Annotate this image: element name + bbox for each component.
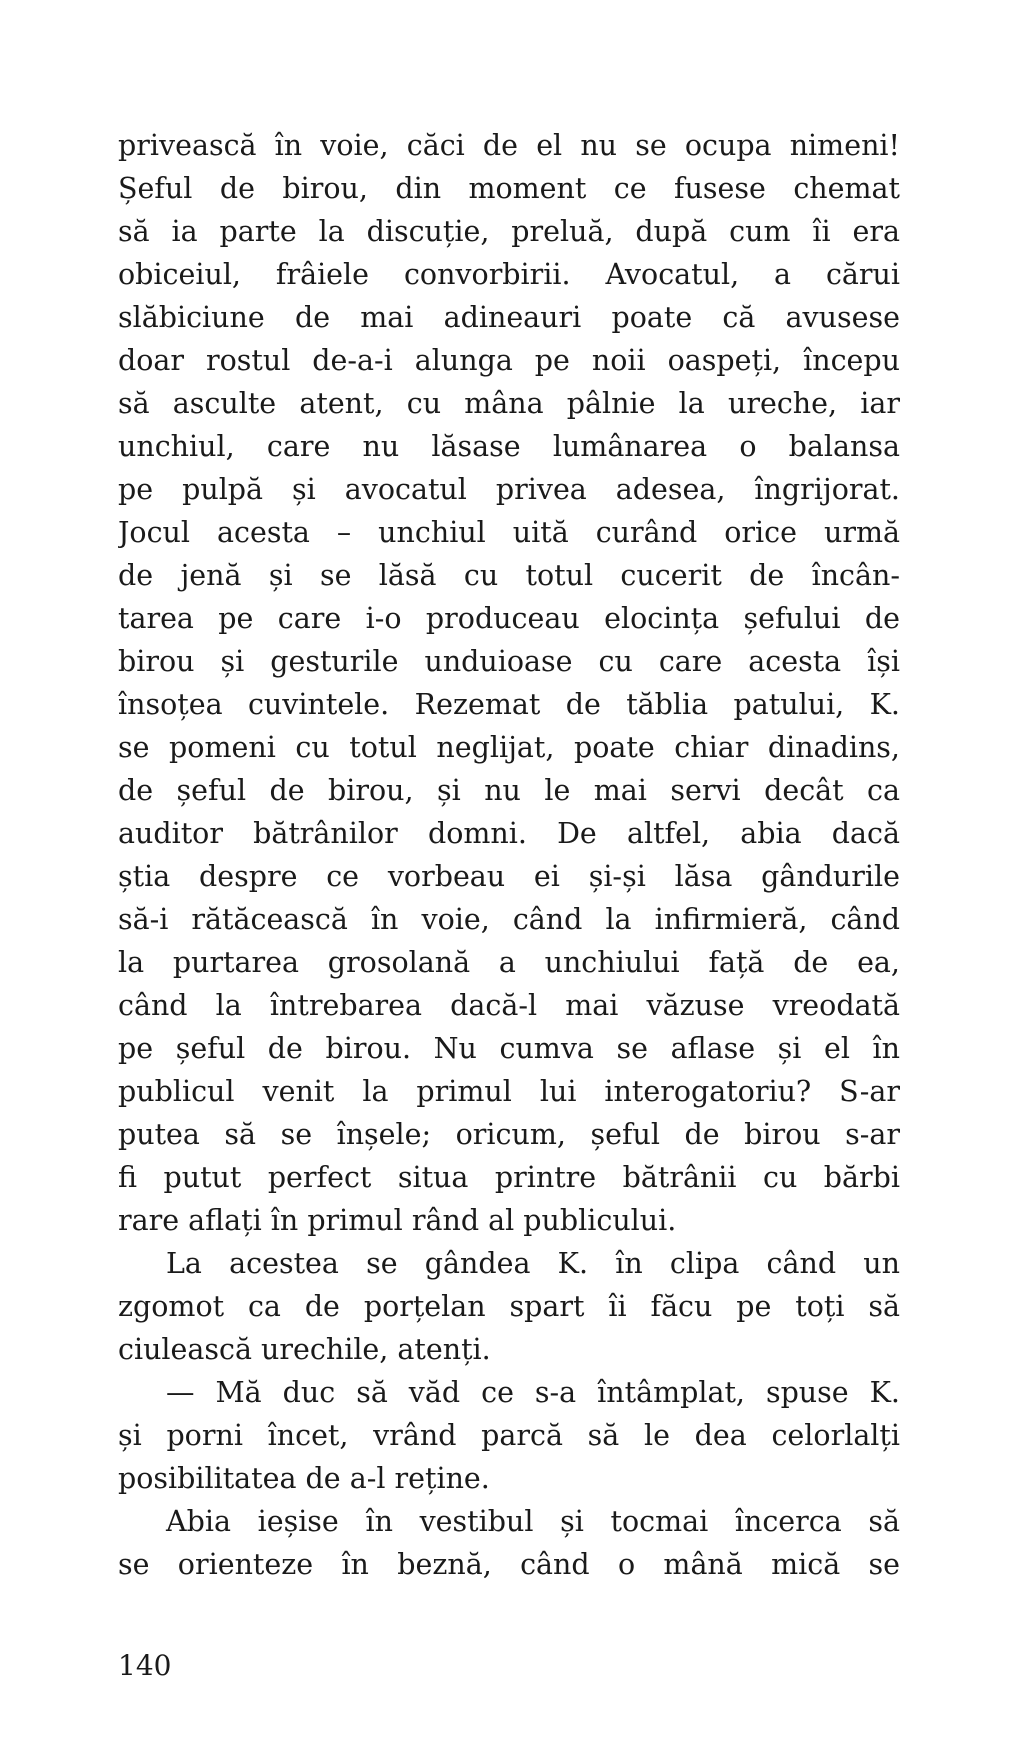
text-line: rare aflați în primul rând al publicului.: [118, 1204, 677, 1237]
text-line: știa despre ce vorbeau ei și-și lăsa gândurile: [118, 860, 900, 893]
text-line: slăbiciune de mai adineauri poate că avusese: [118, 301, 900, 334]
text-line: fi putut perfect situa printre bătrânii cu bărbi: [118, 1161, 900, 1194]
text-line: putea să se înșele; oricum, șeful de birou s-ar: [118, 1118, 900, 1151]
text-line: Abia ieșise în vestibul și tocmai încerca să: [166, 1505, 900, 1538]
text-line: de șeful de birou, și nu le mai servi decât ca: [118, 774, 900, 807]
text-line: pe pulpă și avocatul privea adesea, îngrijorat.: [118, 473, 900, 506]
text-line: să ia parte la discuție, preluă, după cum îi era: [118, 215, 900, 248]
paragraph-4: [118, 1500, 900, 1586]
text-line: să-i rătăcească în voie, când la infirmieră, când: [118, 903, 900, 936]
page-body: [118, 124, 900, 1586]
text-line: când la întrebarea dacă-l mai văzuse vreodată: [118, 989, 900, 1022]
text-line: tarea pe care i-o produceau elocința șefului de: [118, 602, 900, 635]
text-line: însoțea cuvintele. Rezemat de tăblia patului, K.: [118, 688, 900, 721]
text-line: și porni încet, vrând parcă să le dea celorlalți: [118, 1419, 900, 1452]
paragraph-2: [118, 1242, 900, 1371]
text-line: unchiul, care nu lăsase lumânarea o balansa: [118, 430, 900, 463]
text-line: birou și gesturile unduioase cu care acesta își: [118, 645, 900, 678]
text-line: Șeful de birou, din moment ce fusese chemat: [118, 172, 900, 205]
text-line: publicul venit la primul lui interogatoriu? S-ar: [118, 1075, 900, 1108]
text-line: pe șeful de birou. Nu cumva se aflase și el în: [118, 1032, 900, 1065]
text-line: posibilitatea de a-l reține.: [118, 1462, 490, 1495]
text-line: să asculte atent, cu mâna pâlnie la ureche, iar: [118, 387, 900, 420]
text-line: privească în voie, căci de el nu se ocupa nimeni!: [118, 129, 900, 162]
text-line: auditor bătrânilor domni. De altfel, abia dacă: [118, 817, 900, 850]
paragraph-3-dialogue: [118, 1371, 900, 1500]
text-line: obiceiul, frâiele convorbirii. Avocatul, a cărui: [118, 258, 900, 291]
text-line: doar rostul de-a-i alunga pe noii oaspeți, începu: [118, 344, 900, 377]
text-line: La acestea se gândea K. în clipa când un: [166, 1247, 900, 1280]
text-line: se orienteze în beznă, când o mână mică se: [118, 1548, 900, 1581]
page-number: 140: [118, 1649, 172, 1682]
text-line: de jenă și se lăsă cu totul cucerit de încân-: [118, 559, 900, 592]
text-line: la purtarea grosolană a unchiului față de ea,: [118, 946, 900, 979]
text-line: zgomot ca de porțelan spart îi făcu pe toți să: [118, 1290, 900, 1323]
text-line: Jocul acesta – unchiul uită curând orice urmă: [118, 516, 900, 549]
text-line: se pomeni cu totul neglijat, poate chiar dinadins,: [118, 731, 900, 764]
text-line: — Mă duc să văd ce s-a întâmplat, spuse K.: [166, 1376, 900, 1409]
paragraph-1: [118, 124, 900, 1242]
text-line: ciulească urechile, atenți.: [118, 1333, 491, 1366]
